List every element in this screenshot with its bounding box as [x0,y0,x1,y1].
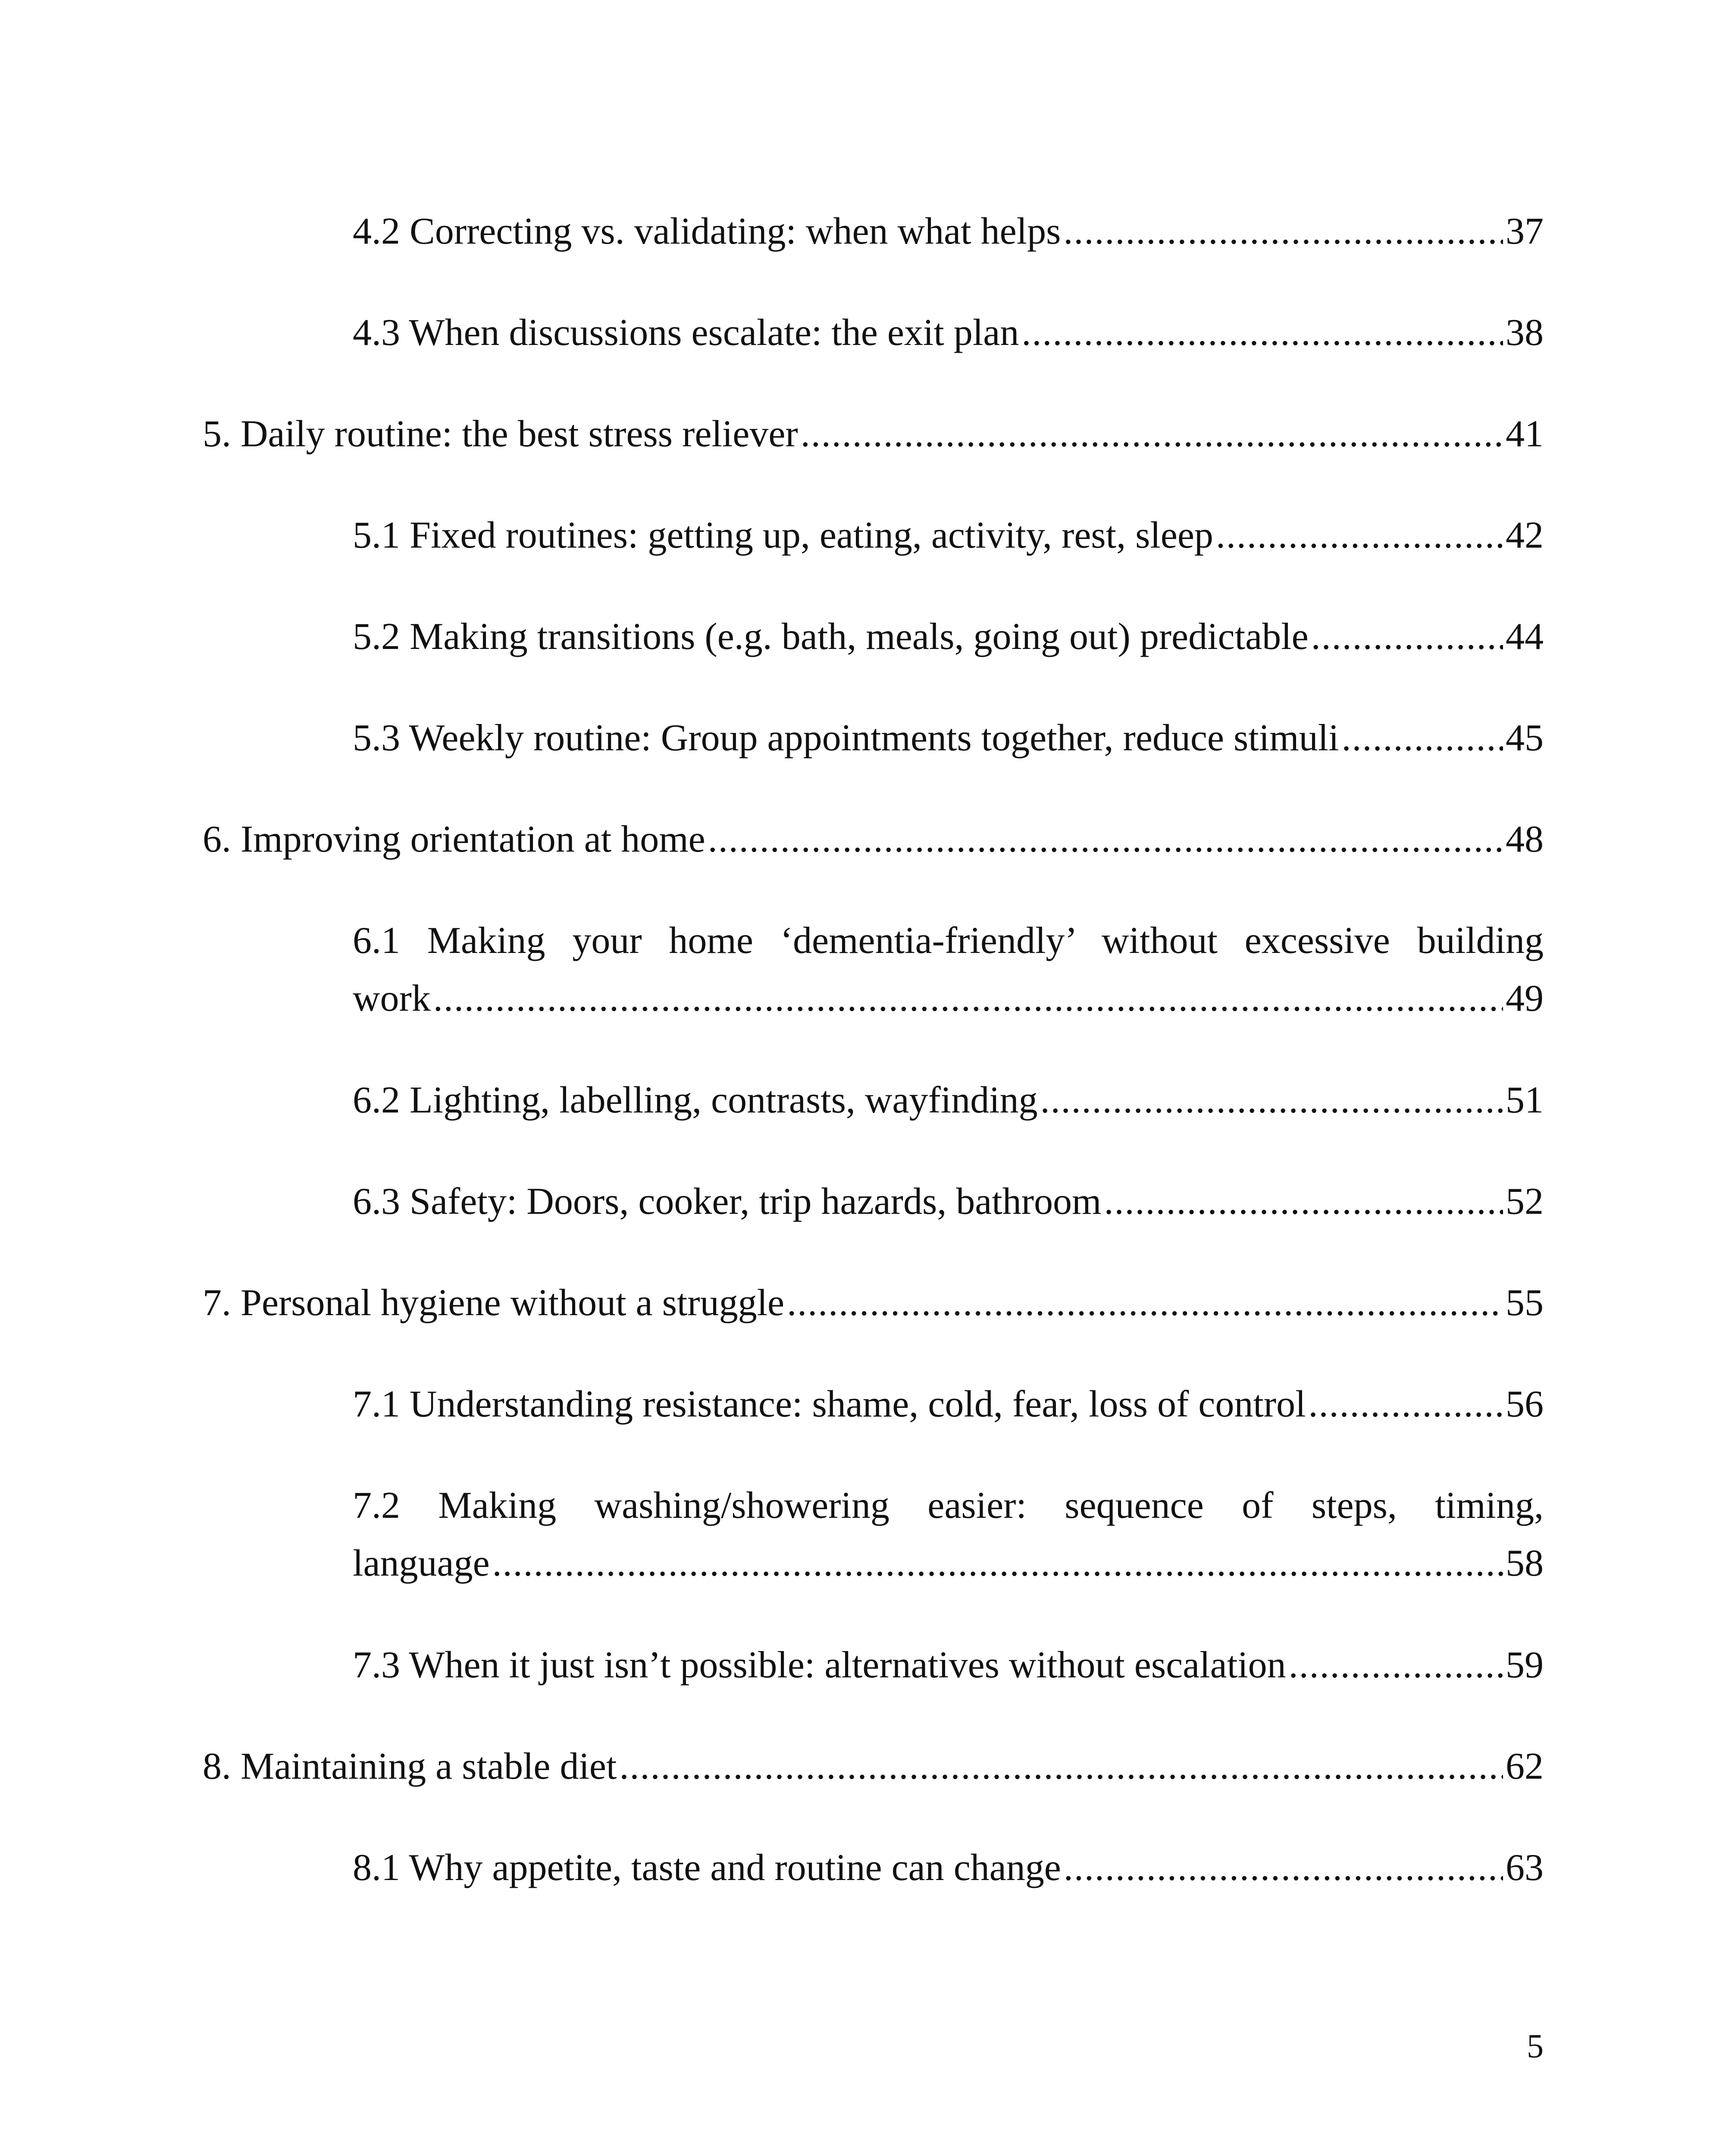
toc-entry-page: 56 [1506,1383,1544,1425]
dot-leader [787,1274,1503,1332]
toc-entry-page: 62 [1506,1745,1544,1787]
toc-entry-page: 49 [1506,978,1544,1019]
toc-entry-5[interactable] [203,405,1544,463]
toc-entry-title: 7. Personal hygiene without a struggle [203,1282,785,1324]
toc-entry-title-line2: work [353,978,431,1019]
toc-entry-page: 41 [1506,413,1544,455]
toc-entry-title: 6. Improving orientation at home [203,818,705,860]
toc-entry-title: 5.2 Making transitions (e.g. bath, meals, going out) predictable [353,616,1309,658]
dot-leader [433,970,1503,1028]
toc-entry-5-1[interactable] [353,507,1544,564]
dot-leader [619,1738,1503,1796]
toc-entry-title: 8. Maintaining a stable diet [203,1745,617,1787]
toc-entry-page: 48 [1506,818,1544,860]
toc-entry-5-2[interactable] [353,608,1544,666]
toc-entry-page: 44 [1506,616,1544,658]
dot-leader [1040,1072,1503,1129]
toc-entry-6-1[interactable] [353,912,1544,1028]
dot-leader [1341,709,1503,767]
toc-entry-title-line1: 6.1 Making your home ‘dementia-friendly’ without excessive building [353,920,1544,962]
toc-entry-4-2[interactable] [353,203,1544,260]
toc-entry-8-1[interactable] [353,1839,1544,1897]
toc-entry-title: 8.1 Why appetite, taste and routine can change [353,1847,1061,1889]
dot-leader [492,1535,1503,1592]
toc-entry-7[interactable] [203,1274,1544,1332]
toc-entry-page: 63 [1506,1847,1544,1889]
toc-entry-title: 4.3 When discussions escalate: the exit plan [353,312,1019,354]
dot-leader [1311,608,1503,666]
toc-entry-6[interactable] [203,811,1544,868]
toc-entry-page: 45 [1506,717,1544,759]
dot-leader [1309,1376,1503,1433]
dot-leader [1289,1636,1503,1694]
dot-leader [708,811,1503,868]
toc-entry-title: 6.2 Lighting, labelling, contrasts, wayfinding [353,1079,1038,1121]
toc-entry-title: 5. Daily routine: the best stress reliever [203,413,798,455]
toc-entry-7-1[interactable] [353,1376,1544,1433]
toc-entry-6-3[interactable] [353,1173,1544,1231]
toc-entry-title: 6.3 Safety: Doors, cooker, trip hazards, bathroom [353,1181,1102,1222]
dot-leader [1021,304,1503,362]
dot-leader [1063,203,1503,260]
dot-leader [801,405,1503,463]
dot-leader [1104,1173,1503,1231]
toc-entry-6-2[interactable] [353,1072,1544,1129]
toc-entry-page: 51 [1506,1079,1544,1121]
toc-entry-page: 37 [1506,210,1544,252]
toc-entry-page: 58 [1506,1542,1544,1584]
dot-leader [1064,1839,1503,1897]
page-number: 5 [1527,2027,1544,2065]
toc-entry-page: 52 [1506,1181,1544,1222]
dot-leader [1216,507,1503,564]
toc-entry-5-3[interactable] [353,709,1544,767]
toc-entry-title: 5.1 Fixed routines: getting up, eating, activity, rest, sleep [353,514,1213,556]
toc-entry-page: 59 [1506,1644,1544,1686]
toc-entry-title-line1: 7.2 Making washing/showering easier: sequence of steps, timing, [353,1485,1544,1526]
toc-entry-page: 42 [1506,514,1544,556]
toc-entry-title: 4.2 Correcting vs. validating: when what helps [353,210,1061,252]
toc-entry-title: 7.1 Understanding resistance: shame, cold, fear, loss of control [353,1383,1306,1425]
toc-entry-title: 5.3 Weekly routine: Group appointments together, reduce stimuli [353,717,1339,759]
toc-entry-4-3[interactable] [353,304,1544,362]
toc-entry-page: 55 [1506,1282,1544,1324]
toc-entry-title: 7.3 When it just isn’t possible: alternatives without escalation [353,1644,1286,1686]
toc-entry-7-2[interactable] [353,1477,1544,1592]
toc-entry-page: 38 [1506,312,1544,354]
toc-entry-7-3[interactable] [353,1636,1544,1694]
toc-entry-8[interactable] [203,1738,1544,1796]
toc-entry-title-line2: language [353,1542,490,1584]
